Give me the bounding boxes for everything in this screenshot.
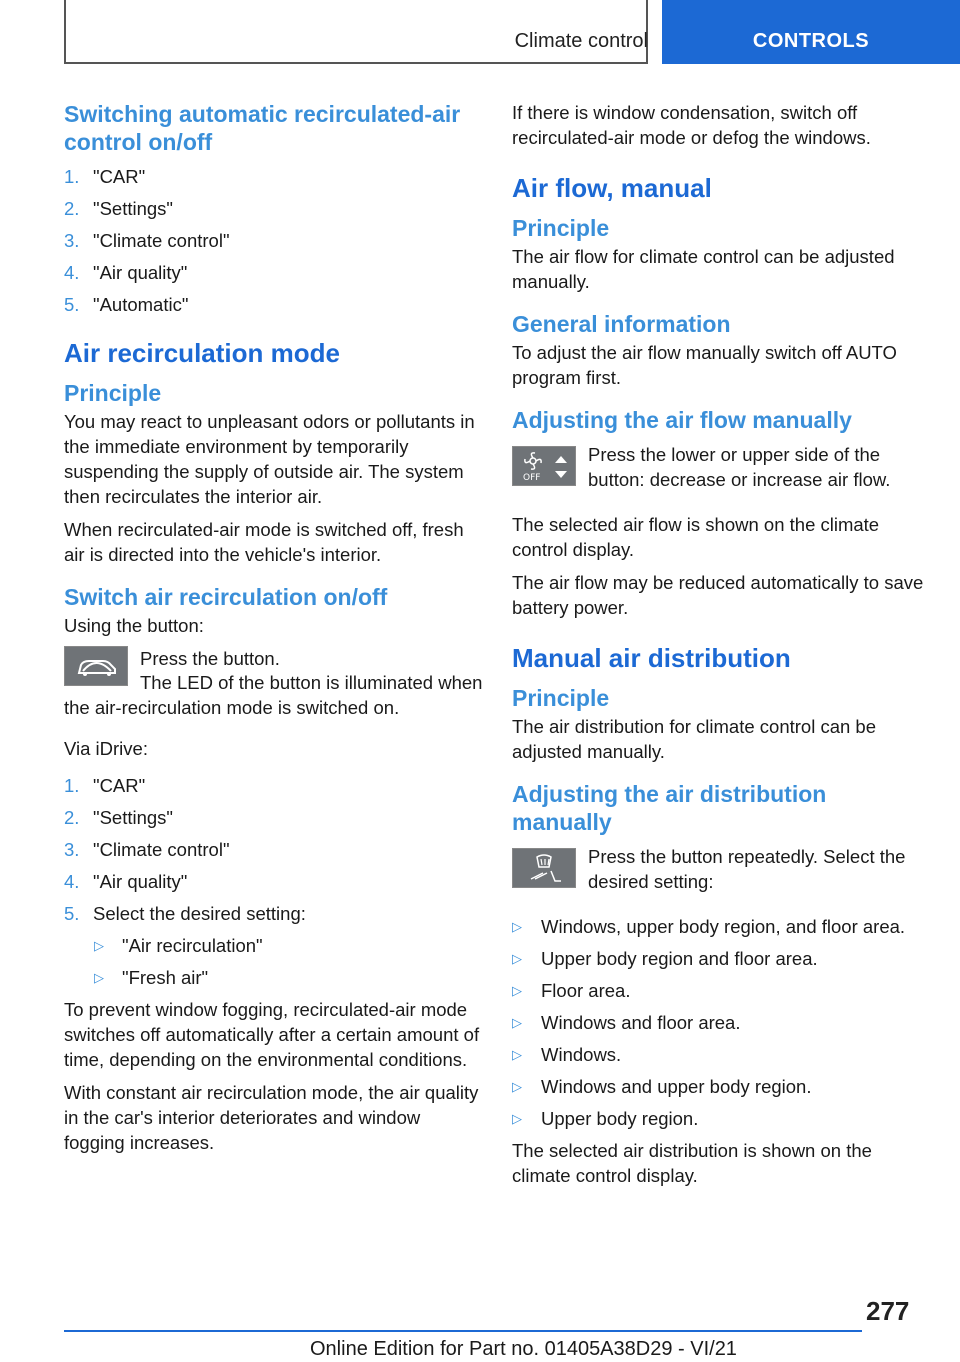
steps-idrive [64, 773, 484, 926]
distribution-button-row [512, 844, 932, 902]
led-description: The LED of the button is illuminated when the air-recirculation mode is switched on. [64, 672, 483, 718]
header-chapter-tab [662, 0, 960, 64]
heading-manual-air-distribution: Manual air distribution [512, 643, 791, 673]
airflow-reduced-paragraph: The air flow may be reduced automatically to save battery power. [512, 572, 924, 618]
setting-options [64, 933, 484, 990]
heading-air-flow-manual: Air flow, manual [512, 173, 712, 203]
press-button-text: Press the button. [140, 648, 280, 669]
right-column [512, 100, 932, 1196]
steps-automatic [64, 164, 484, 317]
list-item: 3. "Climate control" [64, 230, 230, 251]
list-item: ▷ Upper body region. [512, 1108, 699, 1129]
airflow-button-text: Press the lower or upper side of the button: decrease or increase air flow. [588, 444, 891, 490]
page-number: 277 [866, 1296, 910, 1326]
air-recirculation-button-icon [64, 646, 128, 686]
list-item: ▷ Windows, upper body region, and floor area. [512, 916, 906, 937]
list-item: ▷ "Fresh air" [94, 967, 209, 988]
list-item: ▷ Windows. [512, 1044, 622, 1065]
heading-general-information: General information [512, 311, 731, 337]
principle-paragraph-2: When recirculated-air mode is switched off, fresh air is directed into the vehicle's interior. [64, 519, 464, 565]
list-item: 5. Select the desired setting: [64, 903, 306, 924]
heading-switching-automatic: Switching automatic recirculated-air control on/off [64, 101, 461, 155]
list-item: ▷ Windows and floor area. [512, 1012, 741, 1033]
air-distribution-button-icon [512, 848, 576, 888]
list-item: 2. "Settings" [64, 198, 173, 219]
header-section-title: Climate control [514, 30, 648, 52]
heading-principle: Principle [512, 215, 610, 241]
list-item: 3. "Climate control" [64, 839, 230, 860]
condensation-paragraph: If there is window condensation, switch off recirculated-air mode or defog the windows. [512, 102, 871, 148]
footer-divider [64, 1330, 862, 1332]
distribution-button-text: Press the button repeatedly. Select the desired setting: [588, 846, 906, 892]
distribution-options [512, 914, 932, 1131]
heading-adjusting-air-flow: Adjusting the air flow manually [512, 407, 852, 433]
recirculation-button-row [64, 646, 484, 696]
list-item: 5. "Automatic" [64, 294, 189, 315]
list-item: 4. "Air quality" [64, 871, 188, 892]
using-button-text: Using the button: [64, 615, 204, 636]
list-item: ▷ Floor area. [512, 980, 631, 1001]
fan-button-icon [512, 446, 576, 486]
list-item: 1. "CAR" [64, 166, 146, 187]
list-item: ▷ "Air recirculation" [94, 935, 263, 956]
principle-paragraph-1: You may react to unpleasant odors or pollutants in the immediate environment by temporarily suspending the supply of outside air. The system then recirculates the interior air. [64, 411, 475, 507]
airflow-button-row [512, 442, 932, 500]
constant-recirculation-paragraph: With constant air recirculation mode, the air quality in the car's interior deteriorates and window fogging increases. [64, 1082, 479, 1153]
header-chapter-label: CONTROLS [752, 30, 870, 52]
general-information-paragraph: To adjust the air flow manually switch off AUTO program first. [512, 342, 897, 388]
list-item: 1. "CAR" [64, 775, 146, 796]
list-item: 4. "Air quality" [64, 262, 188, 283]
fogging-paragraph: To prevent window fogging, recirculated-air mode switches off automatically after a certain amount of time, depending on the environmental conditions. [64, 999, 480, 1070]
list-item: ▷ Upper body region and floor area. [512, 948, 818, 969]
airflow-principle-paragraph: The air flow for climate control can be adjusted manually. [512, 246, 895, 292]
distribution-shown-paragraph: The selected air distribution is shown on the climate control display. [512, 1140, 872, 1186]
heading-air-recirculation-mode: Air recirculation mode [64, 338, 340, 368]
heading-adjusting-air-distribution: Adjusting the air distribution manually [512, 781, 827, 835]
distribution-principle-paragraph: The air distribution for climate control can be adjusted manually. [512, 716, 877, 762]
heading-principle: Principle [64, 380, 162, 406]
svg-text:OFF: OFF [523, 473, 541, 483]
heading-principle: Principle [512, 685, 610, 711]
airflow-shown-paragraph: The selected air flow is shown on the climate control display. [512, 514, 880, 560]
via-idrive-text: Via iDrive: [64, 738, 148, 759]
heading-switch-air-recirculation: Switch air recirculation on/off [64, 584, 388, 610]
list-item: ▷ Windows and upper body region. [512, 1076, 812, 1097]
footer-edition: Online Edition for Part no. 01405A38D29 - VI/21 [310, 1338, 737, 1360]
left-column [64, 100, 484, 1163]
list-item: 2. "Settings" [64, 807, 173, 828]
